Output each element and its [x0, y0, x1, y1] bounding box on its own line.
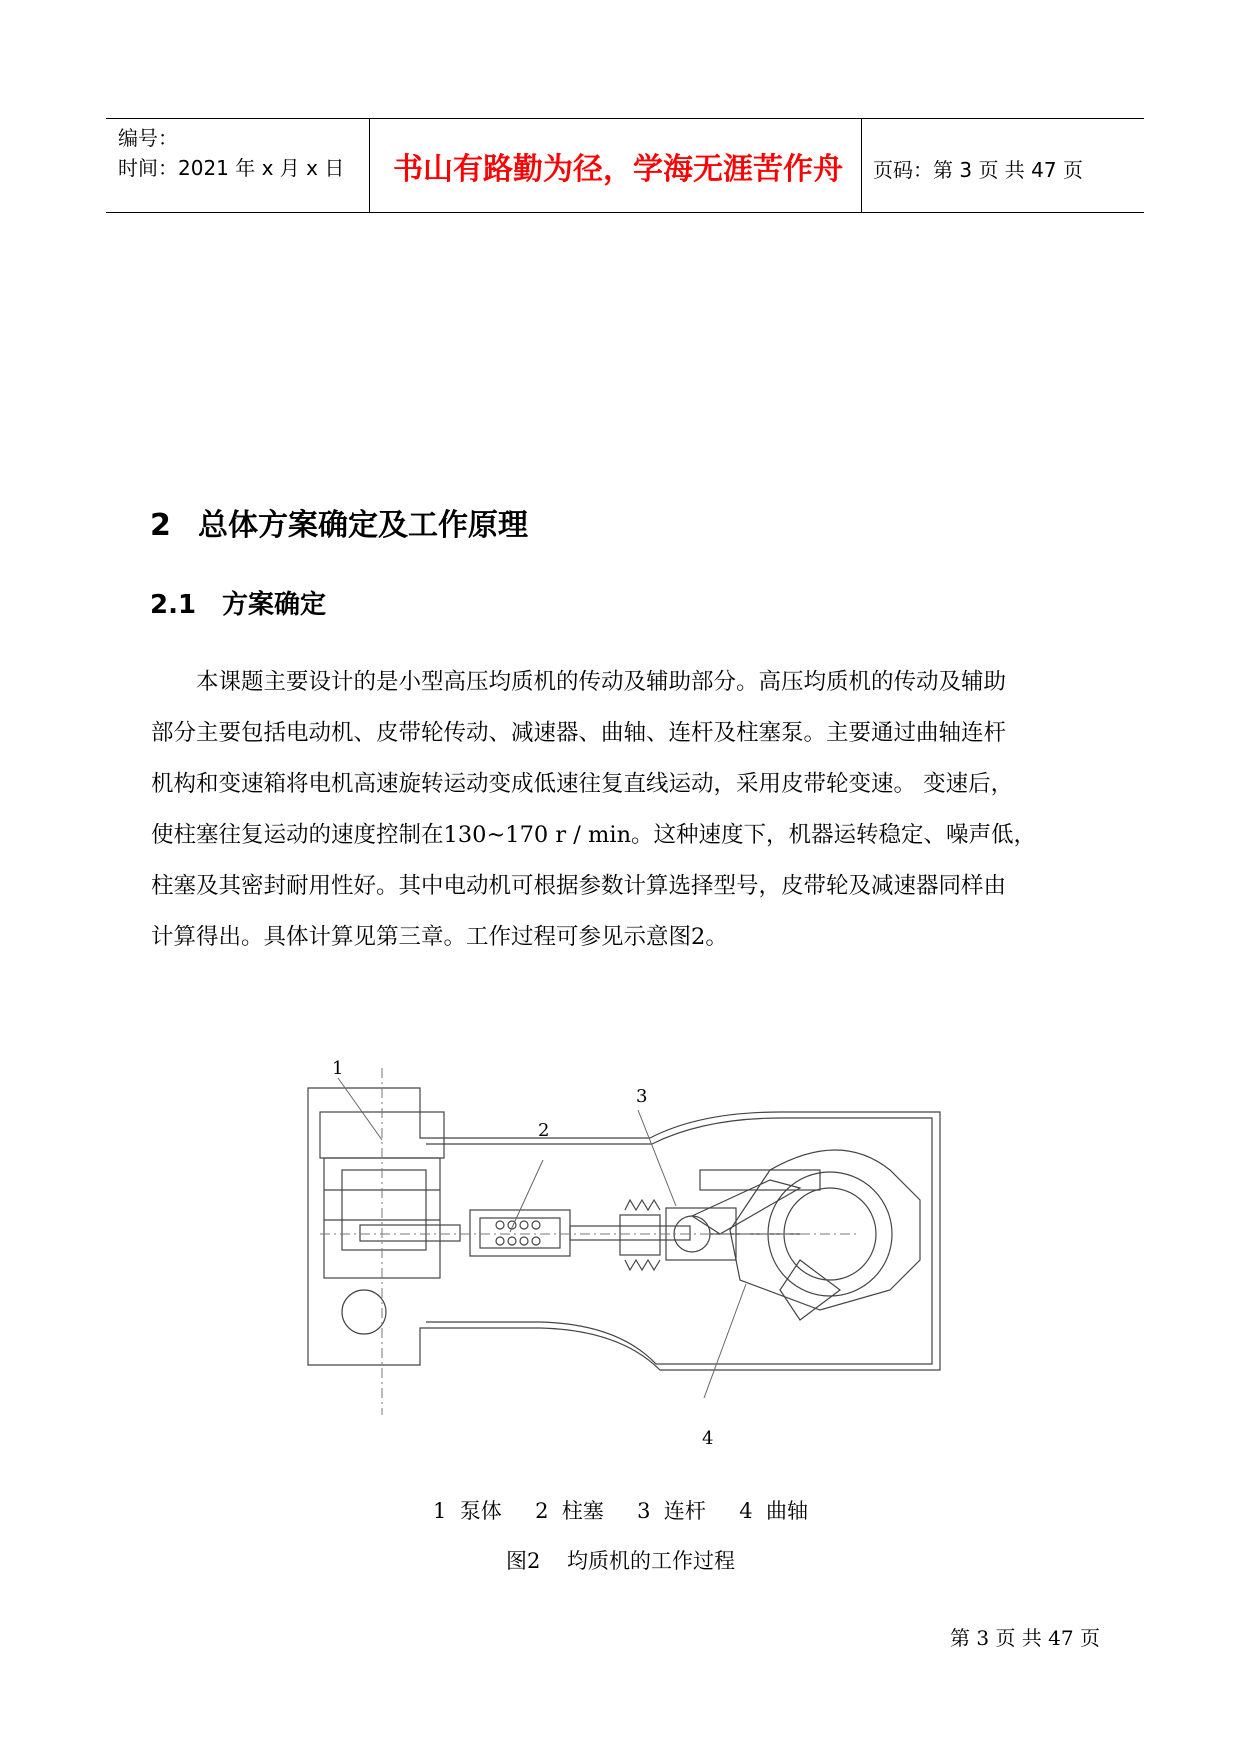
- section-title: 总体方案确定及工作原理: [198, 508, 528, 543]
- subsection-number: 2.1: [150, 590, 197, 620]
- casing-inner: [426, 1118, 932, 1364]
- body-line: 部分主要包括电动机、皮带轮传动、减速器、曲轴、连杆及柱塞泵。主要通过曲轴连杆: [151, 720, 1007, 746]
- callout-2: 2: [538, 1120, 550, 1141]
- plunger-spring: [496, 1221, 540, 1245]
- callout-1: 1: [332, 1058, 344, 1079]
- figure-caption: 图2 均质机的工作过程: [505, 1549, 736, 1573]
- plunger-housing: [470, 1210, 570, 1256]
- header-time-label: 时间：2021 年 x 月 x 日: [118, 156, 345, 180]
- header-top-rule: [106, 118, 1144, 119]
- plunger-inner: [480, 1218, 560, 1248]
- homogenizer-diagram: [300, 1020, 980, 1460]
- header-motto: 书山有路勤为径，学海无涯苦作舟: [393, 152, 843, 187]
- casing-outline: [308, 1088, 940, 1370]
- leader-4: [704, 1284, 746, 1398]
- header-page-label: 页码：第 3 页 共 47 页: [873, 158, 1083, 182]
- body-line: 机构和变速箱将电机高速旋转运动变成低速往复直线运动，采用皮带轮变速。 变速后，: [151, 771, 1014, 797]
- plunger-shaft: [570, 1226, 690, 1240]
- callout-3: 3: [636, 1086, 648, 1107]
- body-line: 柱塞及其密封耐用性好。其中电动机可根据参数计算选择型号，皮带轮及减速器同样由: [151, 873, 1007, 899]
- crank-counterweight: [780, 1260, 840, 1320]
- body-line: 计算得出。具体计算见第三章。工作过程可参见示意图2。: [151, 924, 728, 950]
- rod-cap: [700, 1170, 820, 1190]
- body-line: 本课题主要设计的是小型高压均质机的传动及辅助部分。高压均质机的传动及辅助: [151, 669, 1007, 695]
- crosshead: [620, 1215, 660, 1255]
- callout-4: 4: [702, 1428, 714, 1449]
- figure-legend: 1 泵体 2 柱塞 3 连杆 4 曲轴: [433, 1499, 808, 1523]
- header-divider-right: [861, 118, 862, 213]
- body-line: 使柱塞往复运动的速度控制在130~170 r / min。这种速度下，机器运转稳定、噪声低，: [151, 822, 1037, 848]
- subsection-heading: [150, 584, 326, 621]
- leader-3: [638, 1110, 676, 1206]
- body-paragraph: [151, 657, 1099, 963]
- seal-thread: [625, 1200, 660, 1210]
- section-number: 2: [150, 508, 171, 543]
- subsection-title: 方案确定: [222, 590, 327, 620]
- header-code-label: 编号：: [118, 126, 178, 150]
- section-heading: [150, 500, 528, 544]
- header-divider-left: [369, 118, 370, 213]
- pump-block: [342, 1170, 426, 1250]
- seal-thread: [625, 1260, 660, 1270]
- pump-valve: [342, 1290, 386, 1334]
- leader-1: [338, 1078, 382, 1140]
- page-footer: 第 3 页 共 47 页: [950, 1626, 1100, 1650]
- plunger-rod: [360, 1225, 460, 1241]
- header-bottom-rule: [106, 212, 1144, 213]
